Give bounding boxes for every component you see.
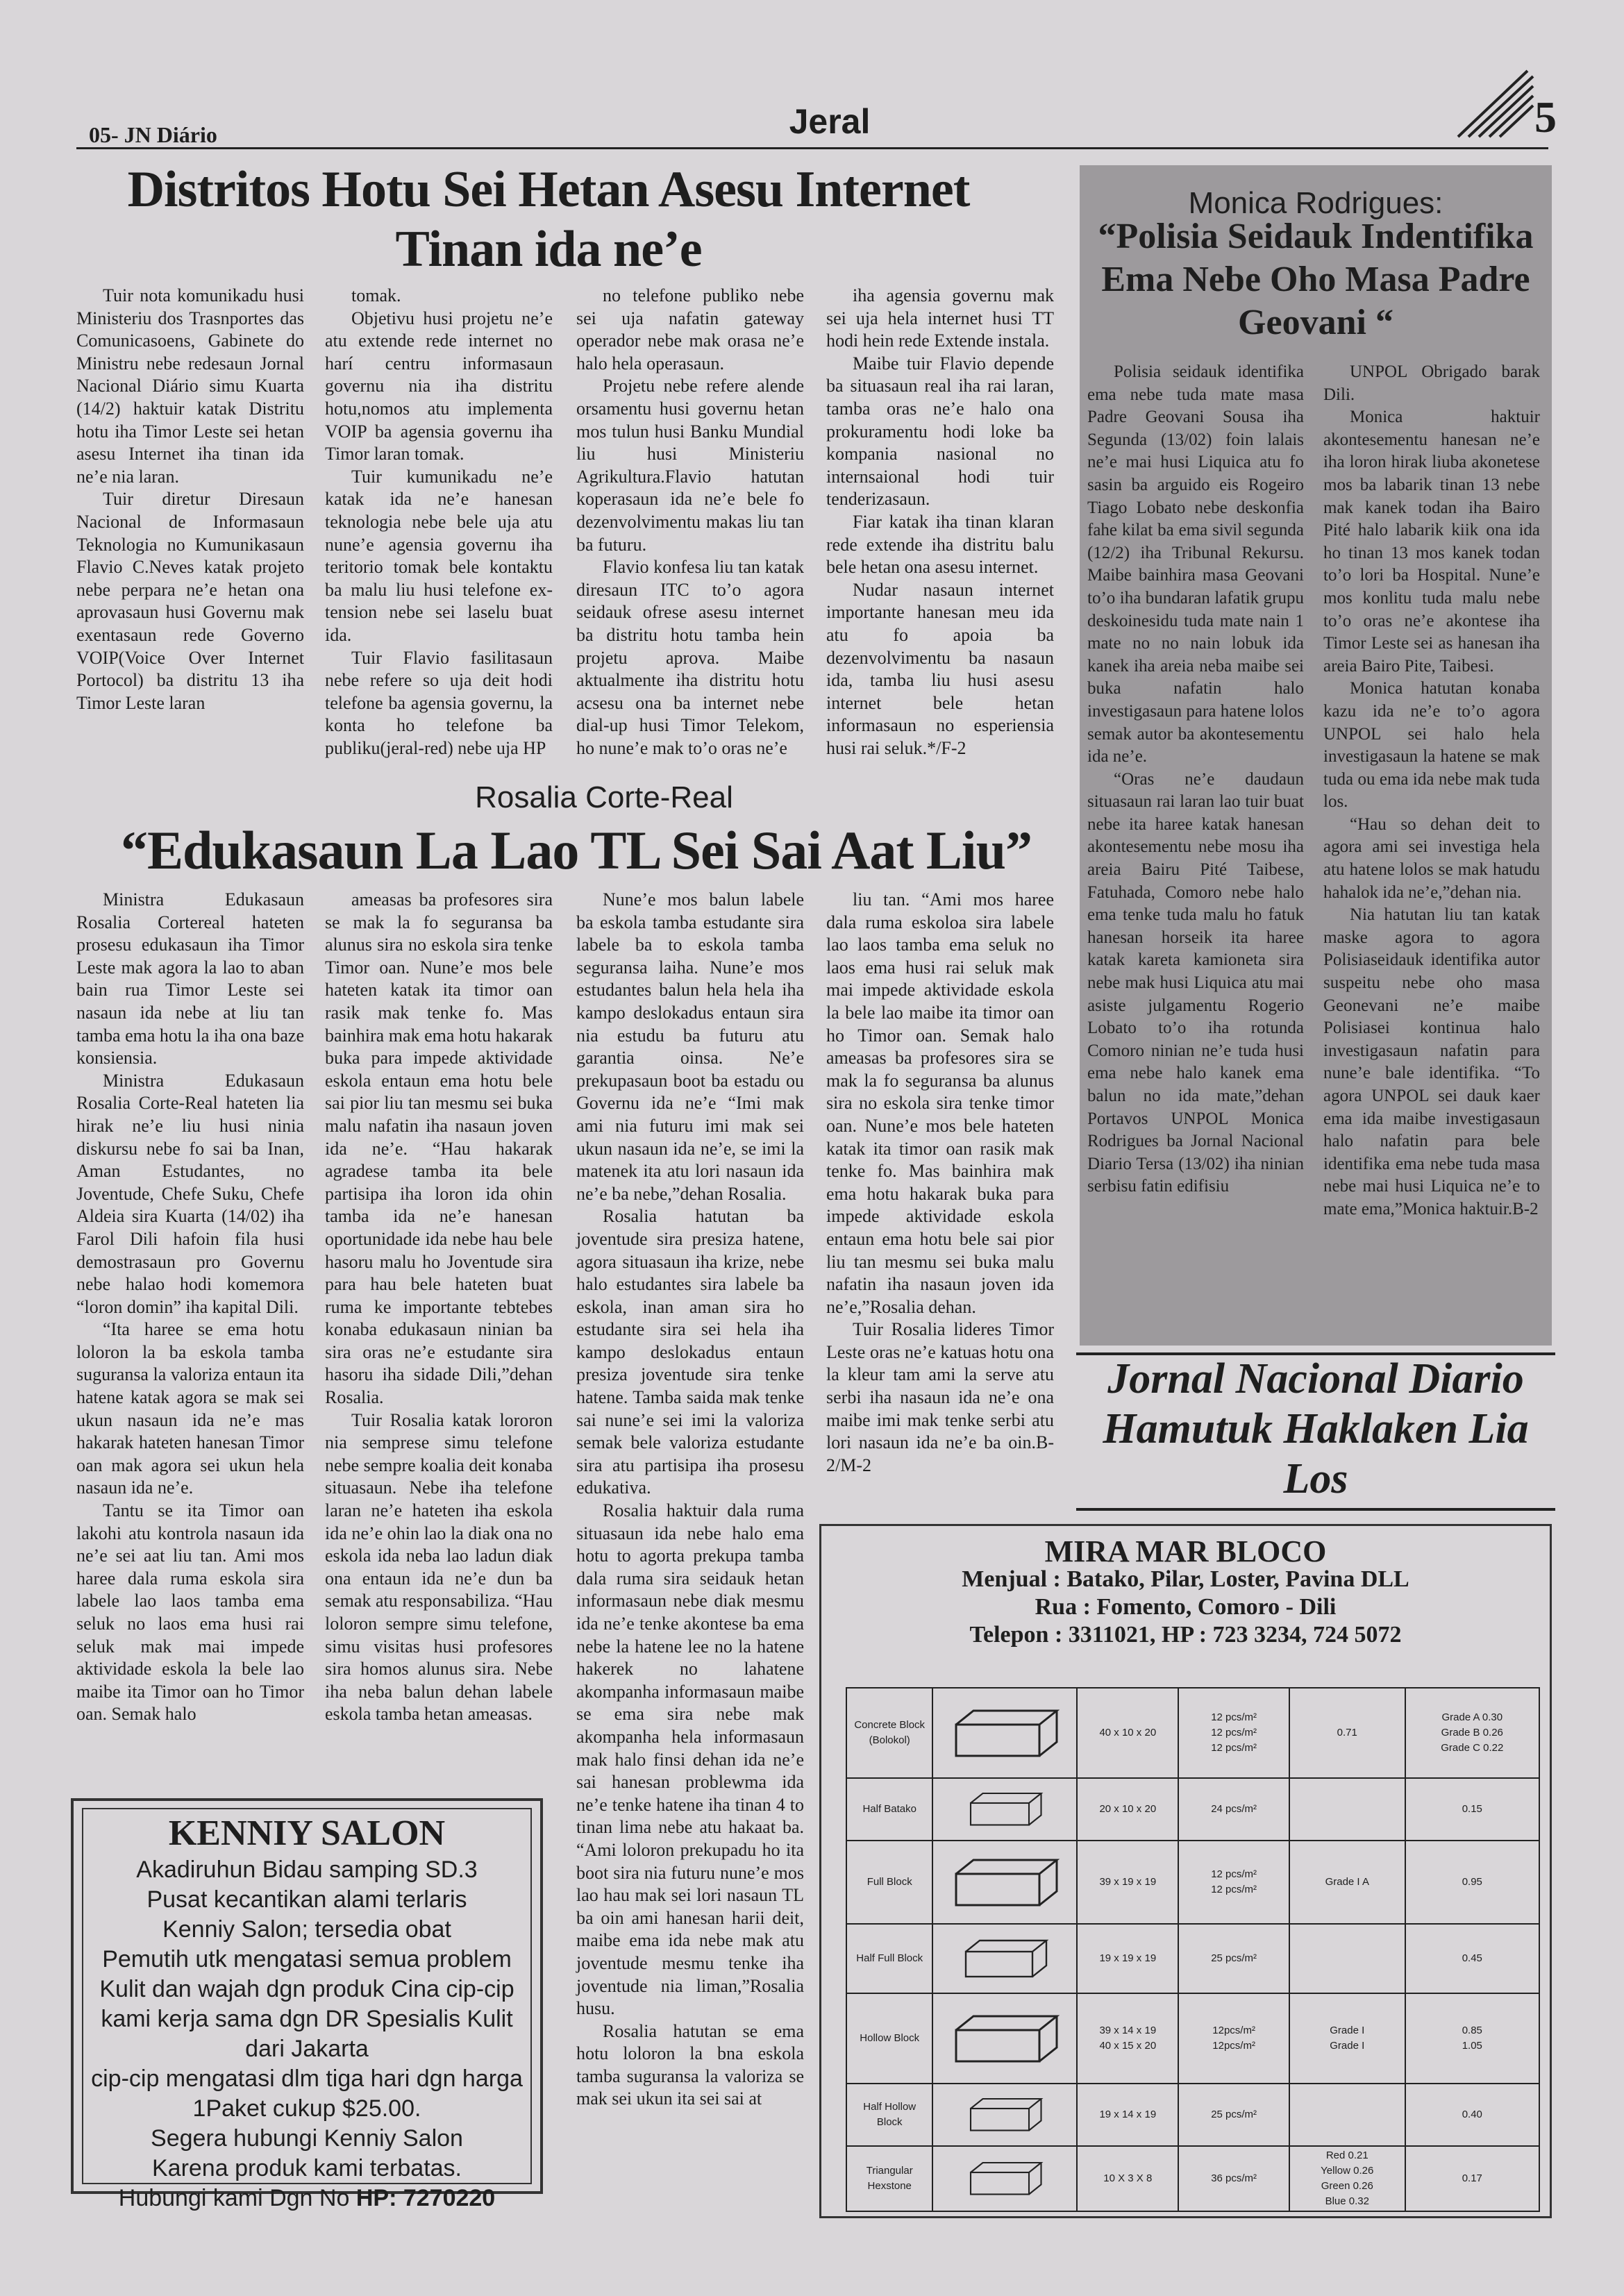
kenny-line: Pemutih utk mengatasi semua problem (102, 1946, 512, 1972)
table-row (846, 2146, 1539, 2211)
paragraph: Monica hatutan konaba kazu ida ne’e to’o agora UNPOL sei halo hela investigasaun la hatene se mak tuda ou ema ida nebe mak tuda los. (1323, 679, 1540, 812)
table-cell-price: Grade I Grade I (1289, 1993, 1405, 2084)
kenny-contact-label: Hubungi kami Dgn No (118, 2185, 350, 2211)
kenny-line: Akadiruhun Bidau samping SD.3 (136, 1857, 478, 1883)
paragraph: Tuir Flavio fasilitasaun nebe refere so uja deit hodi telefone ba agensia governu, la konta ho telefone ba publiku(jeral-red) nebe uja HP (325, 647, 553, 758)
table-cell-size: 39 x 19 x 19 (1077, 1841, 1178, 1924)
article2-col4 (826, 889, 1054, 1477)
table-cell-size: 19 x 19 x 19 (1077, 1924, 1178, 1993)
table-cell-grade: 0.17 (1405, 2146, 1539, 2211)
table-cell-size: 40 x 10 x 20 (1077, 1688, 1178, 1778)
table-cell-qty: 12 pcs/m² 12 pcs/m² (1178, 1841, 1289, 1924)
kenny-line: 1Paket cukup $25.00. (192, 2095, 421, 2122)
table-row (846, 2084, 1539, 2146)
article1-headline: Distritos Hotu Sei Hetan Asesu Internet Tinan ida ne’e (127, 161, 970, 278)
table-cell-price: Red 0.21 Yellow 0.26 Green 0.26 Blue 0.32 (1289, 2146, 1405, 2211)
kenny-line: Segera hubungi Kenniy Salon (151, 2125, 463, 2152)
slogan-rule-bottom (1076, 1508, 1555, 1511)
block-icon (932, 1688, 1077, 1778)
section-label: Jeral (789, 102, 871, 141)
table-cell-qty: 12pcs/m² 12pcs/m² (1178, 1993, 1289, 2084)
block-icon (932, 1993, 1077, 2084)
paragraph: Tuir diretur Diresaun Nacional de Informasaun Teknologia no Kumunikasaun Flavio C.Neves katak projeto nebe perpara ne’e hetan ona aprovasaun husi Governu mak exentasaun rede Governo VOIP(Voice Over Internet Portocol) ba distritu 13 iha Timor Leste laran (76, 489, 304, 713)
table-cell-qty: 12 pcs/m² 12 pcs/m² 12 pcs/m² (1178, 1688, 1289, 1778)
article1-col3 (576, 285, 804, 760)
paragraph: ameasas ba profesores sira se mak la fo seguransa ba alunus sira no eskola sira tenke Timor oan. Nune’e mos bele hateten katak ita timor oan rasik mak tenke fo. Mas bainhira mak ema hotu hakarak buka para impede aktividade eskola entaun ema hotu bele sai pior liu tan mesmu sei buka malu nafatin iha nasaun joven ida ne’e. “Hau hakarak agradese tamba ita bele partisipa iha loron ida ohin tamba ida ne’e hanesan oportunidade ida nebe hau bele hasoru malu ho Joventude sira para hau bele hateten buat ruma ke importante tebtebes konaba edukasaun ninian ba sira oras ne’e estudante sira hasoru iha sidade Dili,”dehan Rosalia. (325, 889, 553, 1408)
table-cell-qty: 25 pcs/m² (1178, 2084, 1289, 2146)
table-cell-name: Hollow Block (846, 1993, 932, 2084)
article1-col2 (325, 285, 553, 760)
table-cell-qty: 24 pcs/m² (1178, 1778, 1289, 1841)
table-row (846, 1778, 1539, 1841)
mira-mar-line1: Menjual : Batako, Pilar, Loster, Pavina DLL (962, 1566, 1409, 1592)
article2-kicker: Rosalia Corte-Real (475, 780, 733, 814)
table-cell-name: Concrete Block (Bolokol) (846, 1688, 932, 1778)
article2-col1 (76, 889, 304, 1726)
sidebar-headline: “Polisia Seidauk Indentifika Ema Nebe Oho Masa Padre Geovani “ (1098, 217, 1534, 342)
table-cell-name: Half Hollow Block (846, 2084, 932, 2146)
paragraph: Monica haktuir akontesementu hanesan ne’e iha loron hirak liuba akonetese mos ba labarik tinan 13 nebe mak kanek todan iha Bairo Pité halo labarik kiik ona ida ho tinan 13 mos kanek todan to’o lori ba Hospital. Nune’e mos konlitu tuda malu nebe to’o oras ne’e akontese iha Timor Leste sei as hanesan iha areia Bairo Pite, Taibesi. (1323, 408, 1540, 676)
kenny-phone: HP: 7270220 (355, 2185, 496, 2211)
sidebar-col1 (1087, 361, 1304, 1198)
kenny-line: cip-cip mengatasi dlm tiga hari dgn harga (91, 2065, 523, 2092)
article2-col3 (576, 889, 804, 2111)
block-icon (932, 1841, 1077, 1924)
table-cell-qty: 36 pcs/m² (1178, 2146, 1289, 2211)
table-cell-qty: 25 pcs/m² (1178, 1924, 1289, 1993)
table-cell-name: Full Block (846, 1841, 932, 1924)
article1-col1 (76, 285, 304, 714)
kenny-line: kami kerja sama dgn DR Spesialis Kulit (101, 2006, 513, 2032)
paragraph: Nudar nasaun internet importante hanesan meu ida atu fo apoia ba dezenvolvimentu ba nasaun ida, tamba liu husi asesu internet bele hetan informasaun no esperiensia husi rai seluk.*/F-2 (826, 579, 1054, 758)
paragraph: Rosalia hatutan ba joventude sira presiza hatene, agora situasaun iha krize, nebe halo estudantes sira labele ba eskola, inan aman sira ho estudante sira sei hela iha kampo deslokadus entaun presiza joventude sira tenke hatene. Tamba saida mak tenke sai nune’e sei imi la valoriza semak bele valoriza estudante sira atu partisipa iha prosesu edukativa. (576, 1206, 804, 1498)
paragraph: Objetivu husi projetu ne’e atu extende rede internet no harí centru informasaun governu nia iha distritu hotu,nomos atu implementa VOIP ba agensia governu iha Timor laran tomak. (325, 308, 553, 464)
table-cell-price (1289, 1924, 1405, 1993)
paragraph: Tuir Rosalia lideres Timor Leste oras ne’e katuas hotu ona la kleur tam ami la serve atu serbi iha nasaun ida ne’e ona maibe imi mak tenke serbi atu lori nasaun ida ne’e ba oin.B-2/M-2 (826, 1319, 1054, 1475)
table-row (846, 1688, 1539, 1778)
kenny-contact (83, 2184, 530, 2213)
table-cell-size: 39 x 14 x 19 40 x 15 x 20 (1077, 1993, 1178, 2084)
table-cell-size: 20 x 10 x 20 (1077, 1778, 1178, 1841)
block-icon (932, 1924, 1077, 1993)
paragraph: Fiar katak iha tinan klaran rede extende iha distritu balu bele hetan ona asesu internet. (826, 511, 1054, 578)
block-icon (932, 2146, 1077, 2211)
paragraph: Polisia seidauk identifika ema nebe tuda mate masa Padre Geovani Sousa iha Segunda (13/02) foin lalais ne’e mai husi Liquica atu fo sasin ba arguido eis Rogeiro Tiago Lobato nebe deskonfia fahe kilat ba ema sivil segunda (12/2) iha Tribunal Rekursu. Maibe bainhira masa Geovani to’o iha bundaran lafatik grupu deskoinesidu tuda mate nain 1 mate no no nain lobuk ida kanek iha areia neba maibe sei buka nafatin halo investigasaun para hatene lolos semak autor ba akontesementu ida ne’e. (1087, 362, 1304, 766)
table-row (846, 1924, 1539, 1993)
table-row (846, 1841, 1539, 1924)
kenny-line: dari Jakarta (245, 2036, 369, 2062)
table-cell-name: Triangular Hexstone (846, 2146, 932, 2211)
sidebar-col2 (1323, 361, 1540, 1221)
article2-headline: “Edukasaun La Lao TL Sei Sai Aat Liu” (121, 820, 1032, 880)
mira-mar-price-table-wrap (846, 1687, 1540, 2212)
paragraph: Nia hatutan liu tan katak maske agora to agora Polisiaseidauk identifika autor suspeitu nebe oho masa Geonevani ne’e maibe Polisiasei kontinua halo investigasaun nafatin para nune’e bale identifika. “To agora UNPOL sei dauk kaer ema ida maibe investigasaun halo nafatin para bele identifika ema nebe tuda masa nebe mai husi Liquica ne’e to mate ema,”Monica haktuir.B-2 (1323, 905, 1540, 1218)
header-rule (76, 147, 1548, 149)
paragraph: no telefone publiko nebe sei uja nafatin gateway operador nebe mak orasa ne’e halo hela operasaun. (576, 285, 804, 374)
paragraph: “Oras ne’e daudaun situasaun rai laran lao tuir buat nebe ita haree katak hanesan akontesementu nebe mosu iha areia Bairu Pité Taibese, Fatuhada, Comoro nebe halo ema tenke tuda malu ho fatuk hanesan horseik ita haree katak kareta kamioneta sira nebe mak husi Liquica atu mai asiste julgamentu Rogerio Lobato to’o iha rotunda Comoro ninian ne’e tuda husi ema nebe halo kanek ema balun no ida mate,”dehan Portavos UNPOL Monica Rodrigues ba Jornal Nacional Diario Tersa (13/02) iha ninian serbisu fatin edifisiu (1087, 769, 1304, 1196)
table-cell-grade: 0.95 (1405, 1841, 1539, 1924)
paragraph: Nune’e mos balun labele ba eskola tamba estudante sira labele ba to eskola tamba seguransa laiha. Nune’e mos estudantes balun hela hela iha kampo deslokadus entaun sira nia estudu ba futuru atu garantia oinsa. Ne’e prekupasaun boot ba estadu ou Governu ida ne’e “Imi mak ami nia futuru imi mak sei ukun nasaun ida ne’e, se imi la matenek ita atu lori nasaun ida ne’e ba nebe,”dehan Rosalia. (576, 889, 804, 1204)
hatch-ornament-icon (1451, 64, 1534, 140)
paragraph: iha agensia governu mak sei uja hela internet husi TT hodi hein rede Extende instala. (826, 285, 1054, 351)
page-folio: 05- JN Diário (89, 122, 217, 147)
paragraph: Tuir Rosalia katak lororon nia semprese simu telefone nebe sempre koalia deit konaba situasaun. Nebe iha telefone laran ne’e hateten iha eskola ida ne’e ohin lao la diak ona no eskola ida neba lao ladun diak ona entaun ida ne’e dun ba semak atu responsabiliza. “Hau loloron sempre simu telefone, simu visitas husi profesores sira homos alunus sira. Nebe iha neba balun dehan labele eskola tamba hetan ameasas. (325, 1409, 553, 1725)
table-cell-price: Grade I A (1289, 1841, 1405, 1924)
paragraph: Tuir nota komunikadu husi Ministeriu dos Trasnportes das Comunicasoens, Gabinete do Ministru nebe redesaun Jornal Nacional Diário simu Kuarta (14/2) haktuir katak Distritu hotu iha Timor Leste sei hetan asesu Internet iha tinan ida ne’e nia laran. (76, 285, 304, 487)
table-cell-grade: 0.40 (1405, 2084, 1539, 2146)
paragraph: Projetu nebe refere alende orsamentu husi governu hetan mos tulun husi Banku Mundial liu husi Ministeriu Agrikultura.Flavio hatutan koperasaun ida ne’e bele fo dezenvolvimentu makas liu tan ba futuru. (576, 376, 804, 555)
kenny-line: Karena produk kami terbatas. (151, 2155, 462, 2181)
paragraph: Flavio konfesa liu tan katak diresaun ITC to’o agora seidauk ofrese asesu internet ba distritu hotu tamba hein projetu aprova. Maibe aktualmente iha distritu hotu acsesu ona ba internet nebe dial-up husi Timor Telekom, ho nune’e mak to’o oras ne’e (576, 557, 804, 758)
kenny-salon-ad-content (82, 1808, 532, 2211)
kenny-salon-title: KENNIY SALON (168, 1813, 446, 1853)
mira-mar-price-table (846, 1687, 1540, 2212)
paragraph: Ministra Edukasaun Rosalia Corte-Real hateten lia hirak ne’e liu husi ninia diskursu nebe fo sai ba Inan, Aman Estudantes, no Joventude, Chefe Suku, Chefe Aldeia sira Kuarta (14/02) iha Farol Dili hafoin fila husi demostrasaun pro Governu nebe halao hodi komemora “loron domin” iha kapital Dili. (76, 1070, 304, 1317)
mira-mar-line2: Rua : Fomento, Comoro - Dili (1035, 1594, 1337, 1620)
block-icon (932, 2084, 1077, 2146)
kenny-line: Kulit dan wajah dgn produk Cina cip-cip (99, 1976, 514, 2002)
table-cell-price: 0.71 (1289, 1688, 1405, 1778)
table-cell-grade: Grade A 0.30 Grade B 0.26 Grade C 0.22 (1405, 1688, 1539, 1778)
table-cell-grade: 0.85 1.05 (1405, 1993, 1539, 2084)
table-cell-name: Half Batako (846, 1778, 932, 1841)
sidebar-kicker: Monica Rodrigues: (1188, 186, 1443, 220)
table-row (846, 1993, 1539, 2084)
table-cell-size: 19 x 14 x 19 (1077, 2084, 1178, 2146)
slogan: Jornal Nacional Diario Hamutuk Haklaken Lia Los (1103, 1355, 1529, 1502)
table-cell-grade: 0.45 (1405, 1924, 1539, 1993)
kenny-line: Pusat kecantikan alami terlaris (147, 1886, 467, 1913)
page-number: 5 (1534, 92, 1557, 142)
paragraph: liu tan. “Ami mos haree dala ruma eskoloa sira labele lao laos tamba ema seluk no laos ema husi rai seluk mak mai impede aktividade eskola la bele lao maibe ita timor oan ho Timor oan. Semak halo ameasas ba profesores sira se mak la fo seguransa ba alunus sira no eskola sira tenke timor oan. Nune’e mos bele hateten katak ita timor oan rasik mak tenke fo. Mas bainhira mak ema hotu hakarak buka para impede aktividade eskola entaun ema hotu bele sai pior liu tan mesmu sei buka malu nafatin iha nasaun joven ida ne’e,”Rosalia dehan. (826, 889, 1054, 1317)
paragraph: Tuir kumunikadu ne’e katak ida ne’e hanesan teknologia nebe bele uja atu nune’e agensia governu iha teritorio tomak bele kontaktu ba malu liu husi telefone ex-tension nebe sei laselu buat ida. (325, 466, 553, 645)
paragraph: Maibe tuir Flavio depende ba situasaun real iha rai laran, tamba oras ne’e halo ona prokuramentu hodi loke ba kompania nasional no internsaional hodi tuir tenderizasaun. (826, 353, 1054, 510)
paragraph: Rosalia hatutan se ema hotu loloron la bna eskola tamba suguransa la valoriza se mak sei ukun ita sei sai at (576, 2020, 804, 2109)
paragraph: “Ita haree se ema hotu loloron la ba eskola tamba suguransa la valoriza entaun ita hatene katak agora se mak sei ukun nasaun ida ne’e mas hakarak hateten hanesan Timor oan mak agora sei ukun hela nasaun ida ne’e. (76, 1319, 304, 1498)
paragraph: Tantu se ita Timor oan lakohi atu kontrola nasaun ida ne’e sei aat liu tan. Ami mos haree dala ruma eskola sira labele lao laos tamba ema seluk no laos ema husi rai seluk mak mai impede aktividade eskola la bele lao maibe ita Timor oan ho Timor oan. Semak halo (76, 1500, 304, 1725)
paragraph: tomak. (351, 285, 401, 305)
table-cell-size: 10 X 3 X 8 (1077, 2146, 1178, 2211)
kenny-line: Kenniy Salon; tersedia obat (162, 1916, 451, 1943)
paragraph: “Hau so dehan deit to agora ami sei investiga hela atu hatene lolos se mak hatudu hahalok ida ne’e,”dehan nia. (1323, 814, 1540, 902)
block-icon (932, 1778, 1077, 1841)
paragraph: Rosalia haktuir dala ruma situasaun ida nebe halo ema hotu to agorta prekupa tamba dala ruma sira seidauk hetan informasaun nebe diak mesmu ida ne’e tenke akontese ba ema nebe la hatene lee no la hatene hakerek no lahatene akompanha informasaun maibe se ema sira nebe mak akompanha hela informasaun mak halo finsi dehan ida ne’e sai hanesan problewma ida ne’e tenke hatene iha tinan 4 to tinan lima nebe atu hakaat ba. “Ami loloron prekupadu ho ita boot sira nia futuru nune’e mos lao hau mak sei lori nasaun TL ba oin ami hanesan harii deit, maibe ema ida nebe mak atu joventude mesmu tenke iha joventude nia liman,”Rosalia husu. (576, 1500, 804, 2019)
table-cell-grade: 0.15 (1405, 1778, 1539, 1841)
article1-col4 (826, 285, 1054, 760)
article2-col2 (325, 889, 553, 1726)
table-cell-price (1289, 1778, 1405, 1841)
mira-mar-line3: Telepon : 3311021, HP : 723 3234, 724 5072 (969, 1622, 1402, 1648)
paragraph: UNPOL Obrigado barak Dili. (1323, 362, 1540, 404)
table-cell-price (1289, 2084, 1405, 2146)
paragraph: Ministra Edukasaun Rosalia Cortereal hateten prosesu edukasaun iha Timor Leste mak agora la lao to aban bain rua Timor Leste sei nasaun ida nebe at liu tan tamba ema hotu la iha ona baze konsiensia. (76, 889, 304, 1069)
mira-mar-header (826, 1534, 1545, 1649)
table-cell-name: Half Full Block (846, 1924, 932, 1993)
mira-mar-title: MIRA MAR BLOCO (1044, 1534, 1327, 1568)
